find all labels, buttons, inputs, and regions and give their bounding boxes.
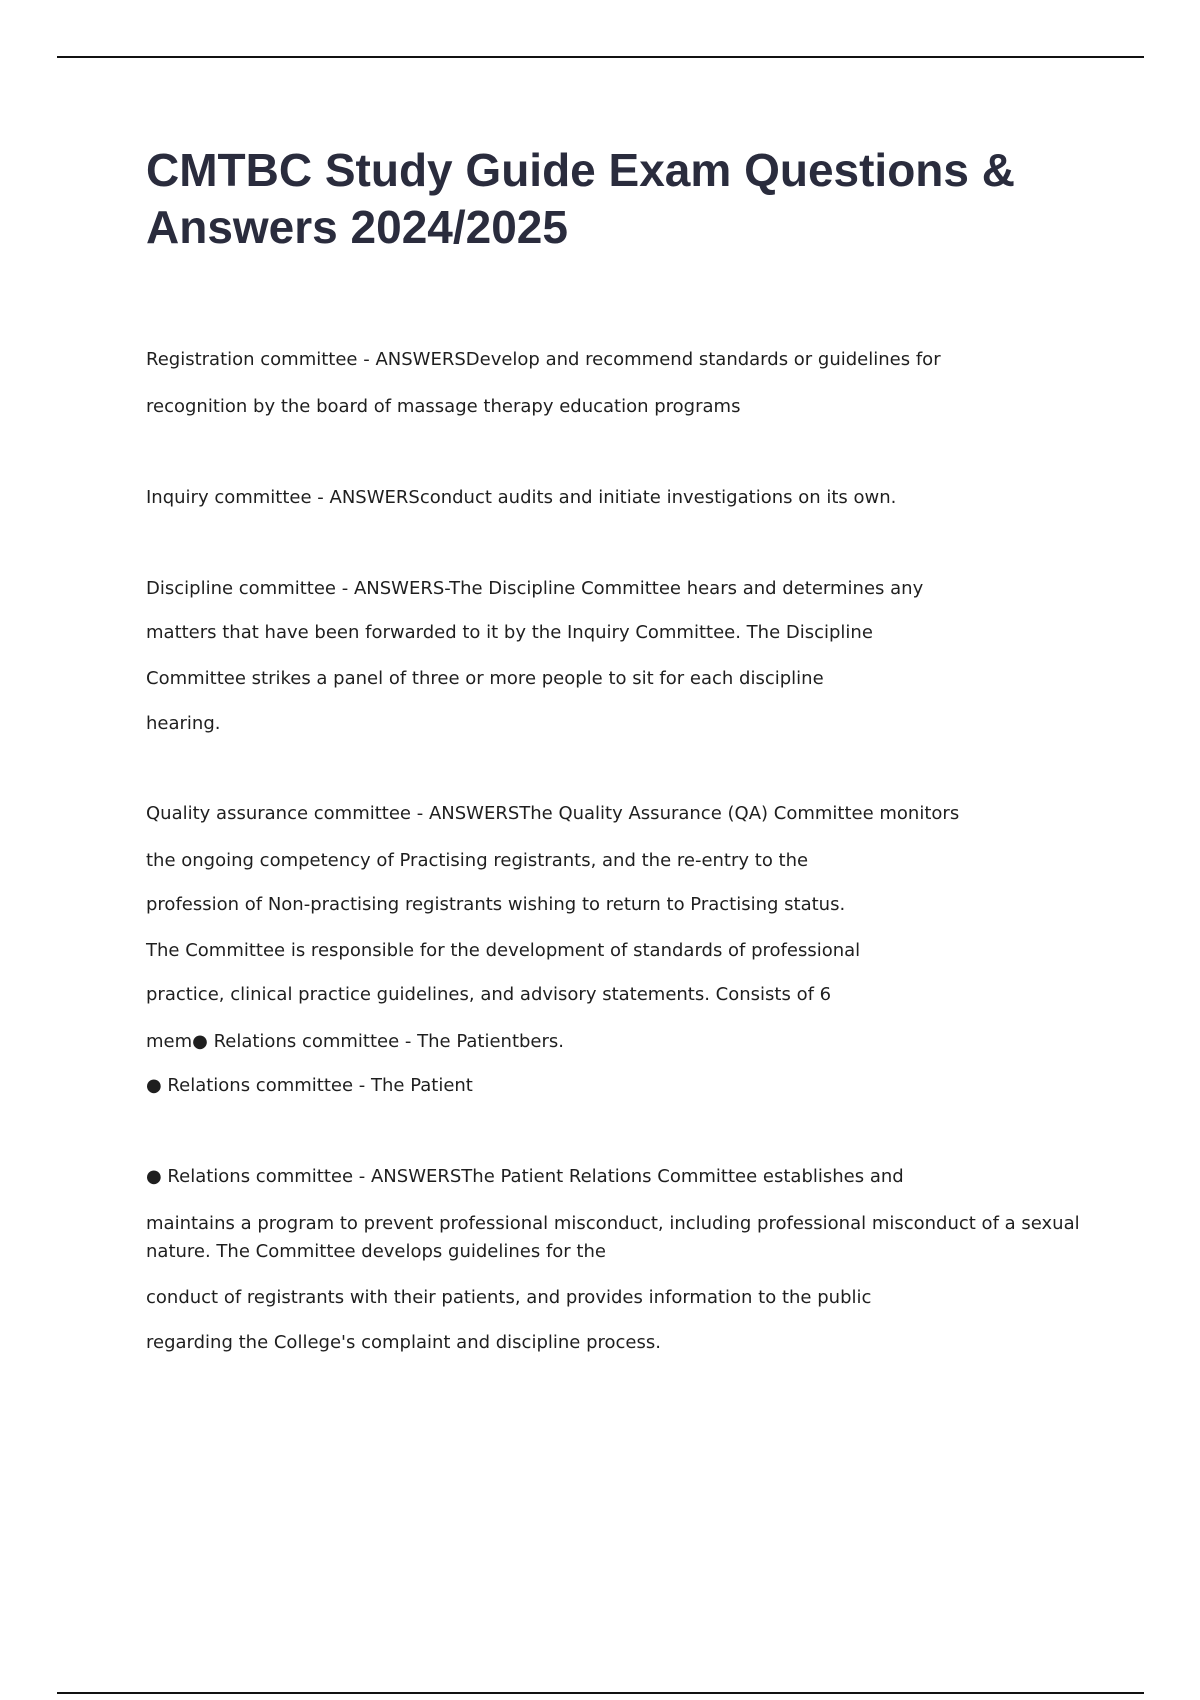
text-line: The Committee is responsible for the development of standards of professional (146, 940, 861, 961)
text-line: hearing. (146, 713, 221, 734)
text-line: Committee strikes a panel of three or more people to sit for each discipline (146, 668, 824, 689)
text-line: mem● Relations committee - The Patientbers. (146, 1031, 565, 1052)
text-line: Quality assurance committee - ANSWERSThe Quality Assurance (QA) Committee monitors (146, 803, 960, 824)
text-line: practice, clinical practice guidelines, and advisory statements. Consists of 6 (146, 984, 832, 1005)
text-line: matters that have been forwarded to it by the Inquiry Committee. The Discipline (146, 622, 873, 643)
text-line: Inquiry committee - ANSWERSconduct audits and initiate investigations on its own. (146, 487, 897, 508)
text-line: conduct of registrants with their patients, and provides information to the public (146, 1287, 872, 1308)
bottom-rule (57, 1692, 1144, 1694)
document-title: CMTBC Study Guide Exam Questions & Answers 2024/2025 (146, 144, 1015, 253)
top-rule (57, 56, 1144, 58)
text-line: maintains a program to prevent professional misconduct, including professional misconduct of a sexual nature. The Committee develops guidelines for the (146, 1213, 1080, 1262)
text-line: Discipline committee - ANSWERS-The Discipline Committee hears and determines any (146, 578, 924, 599)
text-line: profession of Non-practising registrants wishing to return to Practising status. (146, 894, 846, 915)
text-line: ● Relations committee - The Patient (146, 1075, 473, 1096)
text-line: ● Relations committee - ANSWERSThe Patient Relations Committee establishes and (146, 1166, 904, 1187)
text-line: Registration committee - ANSWERSDevelop and recommend standards or guidelines for (146, 349, 941, 370)
text-line: regarding the College's complaint and discipline process. (146, 1332, 661, 1353)
text-line: recognition by the board of massage therapy education programs (146, 396, 741, 417)
text-line: the ongoing competency of Practising registrants, and the re-entry to the (146, 850, 809, 871)
